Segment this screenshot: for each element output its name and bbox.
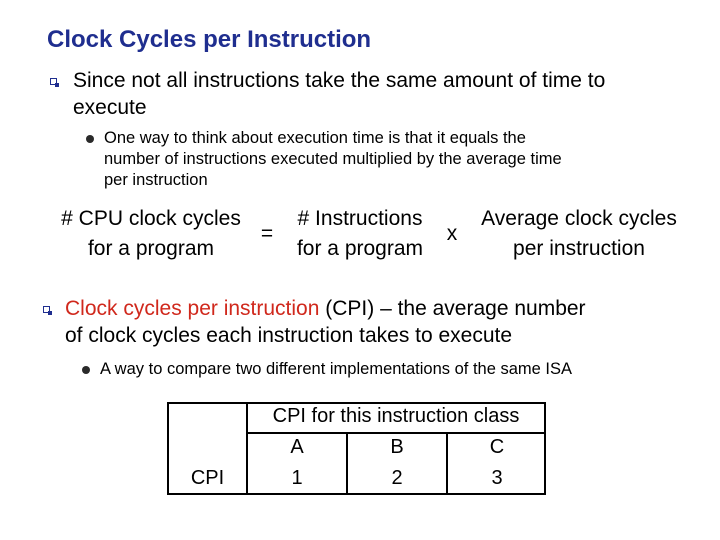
table-value-b: 2 bbox=[391, 467, 403, 489]
bullet-2-line-2: of clock cycles each instruction takes to execute bbox=[65, 324, 513, 347]
sub-bullet-2-line-1: A way to compare two different implementations of the same ISA bbox=[100, 360, 573, 378]
equation-lhs-line-2: for a program bbox=[87, 237, 215, 260]
slide-title: Clock Cycles per Instruction bbox=[47, 26, 372, 53]
equation-lhs bbox=[47, 204, 255, 264]
table-class-a: A bbox=[290, 436, 304, 458]
cpi-term-highlight: Clock cycles per instruction bbox=[65, 297, 320, 320]
table-row-label: CPI bbox=[190, 467, 225, 489]
equation-rhs bbox=[463, 204, 695, 264]
table-value-a: 1 bbox=[291, 467, 303, 489]
equation-rhs-line-1: Average clock cycles bbox=[481, 207, 677, 230]
square-bullet-icon bbox=[43, 306, 50, 313]
equation-equals: = bbox=[260, 222, 274, 245]
table-class-c: C bbox=[489, 436, 505, 458]
round-bullet-icon bbox=[82, 366, 90, 374]
equation-lhs-line-1: # CPU clock cycles bbox=[61, 207, 241, 230]
bullet-2-line-1 bbox=[65, 295, 586, 322]
bullet-1-line-2: execute bbox=[73, 96, 147, 119]
equation-mid-line-1: # Instructions bbox=[297, 207, 423, 230]
sub-bullet-1-line-2: number of instructions executed multiplied by the average time bbox=[104, 150, 562, 168]
bullet-1-line-1: Since not all instructions take the same amount of time to bbox=[73, 69, 606, 92]
table-divider bbox=[246, 432, 546, 434]
sub-bullet-1-line-3: per instruction bbox=[104, 171, 208, 189]
sub-bullet-1-line-1: One way to think about execution time is that it equals the bbox=[104, 129, 526, 147]
table-value-c: 3 bbox=[491, 467, 503, 489]
bullet-2-line-1-rest: (CPI) – the average number bbox=[319, 297, 586, 320]
equation-mid-line-2: for a program bbox=[296, 237, 424, 260]
square-bullet-icon bbox=[50, 78, 57, 85]
equation-middle bbox=[285, 204, 435, 264]
equation-rhs-line-2: per instruction bbox=[513, 237, 645, 260]
equation-times: x bbox=[446, 222, 458, 245]
table-header: CPI for this instruction class bbox=[272, 405, 520, 427]
round-bullet-icon bbox=[86, 135, 94, 143]
table-class-b: B bbox=[390, 436, 404, 458]
